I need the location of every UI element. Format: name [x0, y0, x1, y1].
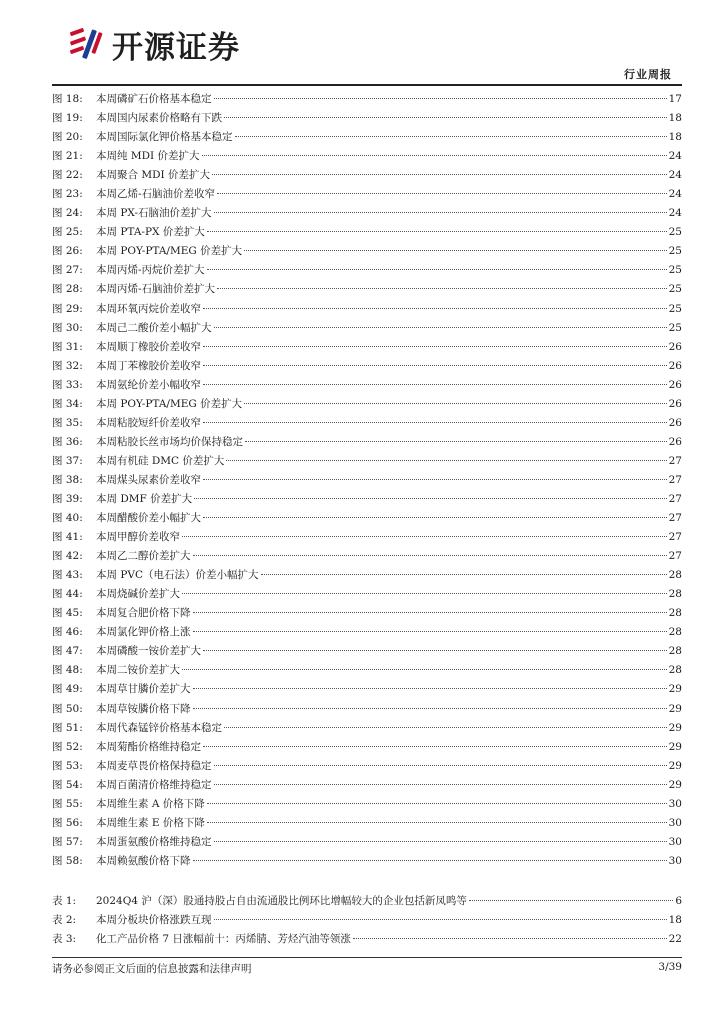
figure-entry[interactable]: [52, 109, 682, 128]
figure-entry[interactable]: [52, 509, 682, 528]
figure-entry[interactable]: [52, 185, 682, 204]
dot-leader: [245, 441, 667, 442]
figure-entry[interactable]: [52, 623, 682, 642]
figure-entry-number: 图 39:: [52, 492, 83, 505]
figure-entry-title[interactable]: 本周国际氯化钾价格基本稳定: [96, 131, 233, 144]
footer-divider: [52, 957, 682, 958]
figure-entry-page[interactable]: 24: [668, 169, 682, 182]
figure-entry-page[interactable]: 27: [668, 492, 682, 505]
dot-leader: [193, 631, 667, 632]
figure-entry-page[interactable]: 30: [668, 835, 682, 848]
figure-entry-page[interactable]: 26: [668, 397, 682, 410]
figure-entry-title[interactable]: 本周醋酸价差小幅扩大: [96, 512, 201, 525]
figure-entry[interactable]: [52, 128, 682, 147]
table-entry[interactable]: [52, 911, 682, 930]
figure-entry-title[interactable]: 本周磷矿石价格基本稳定: [96, 93, 212, 105]
figure-entry[interactable]: [52, 223, 682, 242]
figure-entry-number: 图 27:: [52, 264, 83, 277]
dot-leader: [193, 688, 667, 689]
table-entry-page[interactable]: 22: [668, 933, 682, 945]
figure-entry-number: 图 53:: [52, 759, 83, 772]
dot-leader: [207, 822, 667, 823]
figure-entry-page[interactable]: 27: [668, 454, 682, 467]
figure-entry[interactable]: [52, 680, 682, 699]
dot-leader: [203, 479, 667, 480]
dot-leader: [214, 841, 667, 842]
figure-entry-number: 图 50:: [52, 702, 83, 715]
figure-entry-page[interactable]: 29: [668, 721, 682, 734]
figure-entry-number: 图 47:: [52, 645, 83, 658]
dot-leader: [217, 288, 667, 289]
dot-leader: [224, 727, 667, 728]
figure-entry-number: 图 28:: [52, 283, 83, 296]
figure-entry-number: 图 57:: [52, 835, 83, 848]
table-entry-number: 表 3:: [52, 933, 77, 945]
figure-entry-number: 图 29:: [52, 302, 83, 315]
dot-leader: [182, 536, 667, 537]
figure-entry[interactable]: [52, 395, 682, 414]
figure-entry-number: 图 32:: [52, 359, 83, 372]
dot-leader: [214, 919, 667, 920]
figure-entry-page[interactable]: 30: [668, 797, 682, 810]
figure-entry-title[interactable]: 本周丙烯-石脑油价差扩大: [96, 283, 216, 296]
figure-entry-title[interactable]: 本周丁苯橡胶价差收窄: [96, 359, 201, 372]
table-entry-title[interactable]: 化工产品价格 7 日涨幅前十：丙烯腈、芳烃汽油等领涨: [96, 933, 351, 945]
dot-leader: [261, 574, 667, 575]
figure-entry-number: 图 21:: [52, 150, 83, 163]
figure-entry-number: 图 43:: [52, 569, 83, 582]
figure-entry-page[interactable]: 27: [668, 473, 682, 486]
figure-entry-page[interactable]: 18: [668, 131, 682, 144]
figure-entry-page[interactable]: 26: [668, 416, 682, 429]
dot-leader: [217, 193, 667, 194]
figure-entry-page[interactable]: 24: [668, 150, 682, 163]
dot-leader: [353, 938, 667, 939]
figure-entry-title[interactable]: 本周 PTA-PX 价差扩大: [96, 226, 205, 239]
figure-entry-page[interactable]: 29: [668, 759, 682, 772]
figure-entry[interactable]: [52, 242, 682, 261]
figure-entry[interactable]: [52, 300, 682, 319]
figure-entry-number: 图 41:: [52, 531, 83, 544]
figure-entry-number: 图 46:: [52, 626, 83, 639]
figure-entry-number: 图 36:: [52, 435, 83, 448]
figure-entry-number: 图 42:: [52, 550, 83, 563]
figure-entry-title[interactable]: 本周赖氨酸价格下降: [96, 854, 191, 867]
dot-leader: [203, 346, 667, 347]
table-entry-number: 表 1:: [52, 895, 77, 907]
header-divider: [52, 84, 682, 86]
figure-entry-title[interactable]: 本周粘胶短纤价差收窄: [96, 416, 201, 429]
logo-text: 开源证券: [112, 29, 240, 66]
figure-entry-number: 图 37:: [52, 454, 83, 467]
dot-leader: [203, 746, 667, 747]
figure-entry-title[interactable]: 本周 PVC（电石法）价差小幅扩大: [96, 569, 259, 582]
figure-entry[interactable]: [52, 738, 682, 757]
figure-entry-number: 图 33:: [52, 378, 83, 391]
figure-entry-title[interactable]: 本周菊酯价格维持稳定: [96, 740, 201, 753]
figure-entry[interactable]: [52, 147, 682, 166]
figure-entry[interactable]: [52, 700, 682, 719]
dot-leader: [214, 327, 667, 328]
figure-entry-title[interactable]: 本周维生素 A 价格下降: [96, 797, 205, 810]
figure-entry-title[interactable]: 本周氯化钾价格上涨: [96, 626, 191, 639]
figure-entry[interactable]: [52, 814, 682, 833]
table-entry[interactable]: [52, 892, 682, 911]
figure-entry-title[interactable]: 本周蛋氨酸价格维持稳定: [96, 835, 212, 848]
figure-entry-page[interactable]: 28: [668, 626, 682, 639]
figure-entry-title[interactable]: 本周草铵膦价格下降: [96, 702, 191, 715]
figure-entry-number: 图 18:: [52, 93, 83, 105]
figure-entry-page[interactable]: 17: [668, 93, 682, 105]
figure-entry-page[interactable]: 30: [668, 854, 682, 867]
figure-entry[interactable]: [52, 338, 682, 357]
figure-entry-number: 图 19:: [52, 112, 83, 125]
figure-entry-title[interactable]: 本周环氧丙烷价差收窄: [96, 302, 201, 315]
dot-leader: [193, 612, 667, 613]
dot-leader: [193, 708, 667, 709]
dot-leader: [203, 365, 667, 366]
figure-entry-number: 图 45:: [52, 607, 83, 620]
figure-entry-title[interactable]: 本周烧碱价差扩大: [96, 588, 180, 601]
report-type-label: 行业周报: [624, 68, 672, 81]
figure-entry-title[interactable]: 本周氨纶价差小幅收窄: [96, 378, 201, 391]
figure-entry-title[interactable]: 本周 POY-PTA/MEG 价差扩大: [96, 397, 243, 410]
figure-entry-page[interactable]: 28: [668, 607, 682, 620]
figure-entry-page[interactable]: 24: [668, 207, 682, 220]
figure-entry[interactable]: [52, 528, 682, 547]
figure-entry[interactable]: [52, 319, 682, 338]
figure-entry[interactable]: [52, 661, 682, 680]
figure-entry-title[interactable]: 本周百菌清价格维持稳定: [96, 778, 212, 791]
dot-leader: [226, 460, 666, 461]
table-entry-number: 表 2:: [52, 914, 77, 926]
figure-entry-page[interactable]: 27: [668, 550, 682, 563]
figure-entry[interactable]: [52, 452, 682, 471]
dot-leader: [182, 669, 667, 670]
figure-entry-number: 图 58:: [52, 854, 83, 867]
figure-entry-title[interactable]: 本周 POY-PTA/MEG 价差扩大: [96, 245, 243, 258]
figure-entry-page[interactable]: 25: [668, 283, 682, 296]
figure-entry-page[interactable]: 26: [668, 340, 682, 353]
dot-leader: [214, 98, 667, 99]
dot-leader: [203, 308, 667, 309]
figure-entry-title[interactable]: 本周 PX-石脑油价差扩大: [96, 207, 212, 220]
dot-leader: [469, 900, 673, 901]
figure-entry-title[interactable]: 本周维生素 E 价格下降: [96, 816, 205, 829]
table-index-list: [52, 892, 682, 949]
dot-leader: [203, 650, 667, 651]
table-entry-title[interactable]: 2024Q4 沪（深）股通持股占自由流通股比例环比增幅较大的企业包括新凤鸣等: [96, 895, 467, 907]
figure-index-list: [52, 90, 682, 871]
figure-entry-number: 图 25:: [52, 226, 83, 239]
figure-entry-title[interactable]: 本周乙二醇价差扩大: [96, 550, 191, 563]
kaiyuan-logo-icon: [66, 24, 106, 64]
figure-entry-page[interactable]: 30: [668, 816, 682, 829]
dot-leader: [202, 155, 667, 156]
figure-entry-page[interactable]: 28: [668, 645, 682, 658]
dot-leader: [212, 174, 667, 175]
figure-entry-number: 图 35:: [52, 416, 83, 429]
figure-entry-page[interactable]: 26: [668, 378, 682, 391]
figure-entry-page[interactable]: 29: [668, 740, 682, 753]
figure-entry[interactable]: [52, 471, 682, 490]
figure-entry-number: 图 31:: [52, 340, 83, 353]
figure-entry-page[interactable]: 29: [668, 778, 682, 791]
figure-entry-page[interactable]: 26: [668, 359, 682, 372]
figure-entry-page[interactable]: 29: [668, 702, 682, 715]
figure-entry[interactable]: [52, 757, 682, 776]
dot-leader: [214, 784, 667, 785]
figure-entry-title[interactable]: 本周己二酸价差小幅扩大: [96, 321, 212, 334]
figure-entry-number: 图 52:: [52, 740, 83, 753]
table-entry-page[interactable]: 6: [675, 895, 682, 907]
figure-entry[interactable]: [52, 490, 682, 509]
figure-entry-title[interactable]: 本周 DMF 价差扩大: [96, 492, 193, 505]
dot-leader: [244, 250, 667, 251]
figure-entry-number: 图 49:: [52, 683, 83, 696]
figure-entry[interactable]: [52, 357, 682, 376]
figure-entry-page[interactable]: 25: [668, 226, 682, 239]
figure-entry[interactable]: [52, 776, 682, 795]
figure-entry[interactable]: [52, 414, 682, 433]
figure-entry-number: 图 30:: [52, 321, 83, 334]
figure-entry[interactable]: [52, 585, 682, 604]
figure-entry[interactable]: [52, 166, 682, 185]
figure-entry-title[interactable]: 本周纯 MDI 价差扩大: [96, 150, 200, 163]
figure-entry-page[interactable]: 27: [668, 512, 682, 525]
figure-entry[interactable]: [52, 261, 682, 280]
figure-entry-number: 图 56:: [52, 816, 83, 829]
figure-entry-title[interactable]: 本周国内尿素价格略有下跌: [96, 112, 222, 125]
figure-entry-page[interactable]: 25: [668, 245, 682, 258]
dot-leader: [235, 136, 667, 137]
dot-leader: [224, 117, 667, 118]
figure-entry-title[interactable]: 本周甲醇价差收窄: [96, 531, 180, 544]
dot-leader: [244, 403, 667, 404]
dot-leader: [193, 555, 667, 556]
dot-leader: [214, 212, 667, 213]
figure-entry-page[interactable]: 26: [668, 435, 682, 448]
dot-leader: [203, 422, 667, 423]
dot-leader: [203, 384, 667, 385]
dot-leader: [193, 860, 667, 861]
figure-entry-title[interactable]: 本周代森锰锌价格基本稳定: [96, 721, 222, 734]
figure-entry-page[interactable]: 25: [668, 264, 682, 277]
figure-entry-number: 图 22:: [52, 169, 83, 182]
dot-leader: [214, 765, 667, 766]
figure-entry-page[interactable]: 28: [668, 569, 682, 582]
figure-entry[interactable]: [52, 833, 682, 852]
figure-entry[interactable]: [52, 795, 682, 814]
figure-entry[interactable]: [52, 204, 682, 223]
figure-entry-number: 图 44:: [52, 588, 83, 601]
figure-entry-title[interactable]: 本周草甘膦价差扩大: [96, 683, 191, 696]
figure-entry-page[interactable]: 18: [668, 112, 682, 125]
figure-entry-page[interactable]: 28: [668, 664, 682, 677]
figure-entry-number: 图 38:: [52, 473, 83, 486]
dot-leader: [207, 231, 667, 232]
figure-entry-title[interactable]: 本周聚合 MDI 价差扩大: [96, 169, 210, 182]
figure-entry-number: 图 40:: [52, 512, 83, 525]
figure-entry[interactable]: [52, 566, 682, 585]
figure-entry-number: 图 48:: [52, 664, 83, 677]
company-logo: [66, 22, 240, 66]
page-number: 3/39: [658, 961, 682, 973]
figure-entry[interactable]: [52, 433, 682, 452]
table-entry[interactable]: [52, 930, 682, 949]
dot-leader: [207, 269, 667, 270]
figure-entry[interactable]: [52, 376, 682, 395]
figure-entry-title[interactable]: 本周顺丁橡胶价差收窄: [96, 340, 201, 353]
figure-entry-page[interactable]: 28: [668, 588, 682, 601]
figure-entry-page[interactable]: 25: [668, 302, 682, 315]
figure-entry-title[interactable]: 本周有机硅 DMC 价差扩大: [96, 454, 225, 467]
figure-entry-number: 图 51:: [52, 721, 83, 734]
figure-entry[interactable]: [52, 852, 682, 871]
figure-entry-title[interactable]: 本周二铵价差扩大: [96, 664, 180, 677]
figure-entry-title[interactable]: 本周煤头尿素价差收窄: [96, 473, 201, 486]
table-entry-page[interactable]: 18: [668, 914, 682, 926]
figure-entry-title[interactable]: 本周麦草畏价格保持稳定: [96, 759, 212, 772]
figure-entry-title[interactable]: 本周丙烯-丙烷价差扩大: [96, 264, 205, 277]
figure-entry-number: 图 24:: [52, 207, 83, 220]
dot-leader: [194, 498, 666, 499]
figure-entry-title[interactable]: 本周粘胶长丝市场均价保持稳定: [96, 435, 243, 448]
figure-entry-number: 图 54:: [52, 778, 83, 791]
figure-entry[interactable]: [52, 642, 682, 661]
dot-leader: [207, 803, 667, 804]
legal-disclaimer: 请务必参阅正文后面的信息披露和法律声明: [52, 963, 252, 975]
dot-leader: [182, 593, 667, 594]
dot-leader: [203, 517, 667, 518]
figure-entry-number: 图 34:: [52, 397, 83, 410]
figure-entry-number: 图 26:: [52, 245, 83, 258]
figure-entry-page[interactable]: 24: [668, 188, 682, 201]
figure-entry[interactable]: [52, 604, 682, 623]
figure-entry[interactable]: [52, 280, 682, 299]
figure-entry-title[interactable]: 本周磷酸一铵价差扩大: [96, 645, 201, 658]
figure-entry-number: 图 23:: [52, 188, 83, 201]
figure-entry[interactable]: [52, 719, 682, 738]
figure-entry-page[interactable]: 29: [668, 683, 682, 696]
table-entry-title[interactable]: 本周分板块价格涨跌互现: [96, 914, 212, 926]
figure-entry-number: 图 20:: [52, 131, 83, 144]
figure-entry[interactable]: [52, 90, 682, 109]
figure-entry[interactable]: [52, 547, 682, 566]
figure-entry-page[interactable]: 27: [668, 531, 682, 544]
figure-entry-page[interactable]: 25: [668, 321, 682, 334]
figure-entry-title[interactable]: 本周乙烯-石脑油价差收窄: [96, 188, 216, 201]
figure-entry-title[interactable]: 本周复合肥价格下降: [96, 607, 191, 620]
figure-entry-number: 图 55:: [52, 797, 83, 810]
